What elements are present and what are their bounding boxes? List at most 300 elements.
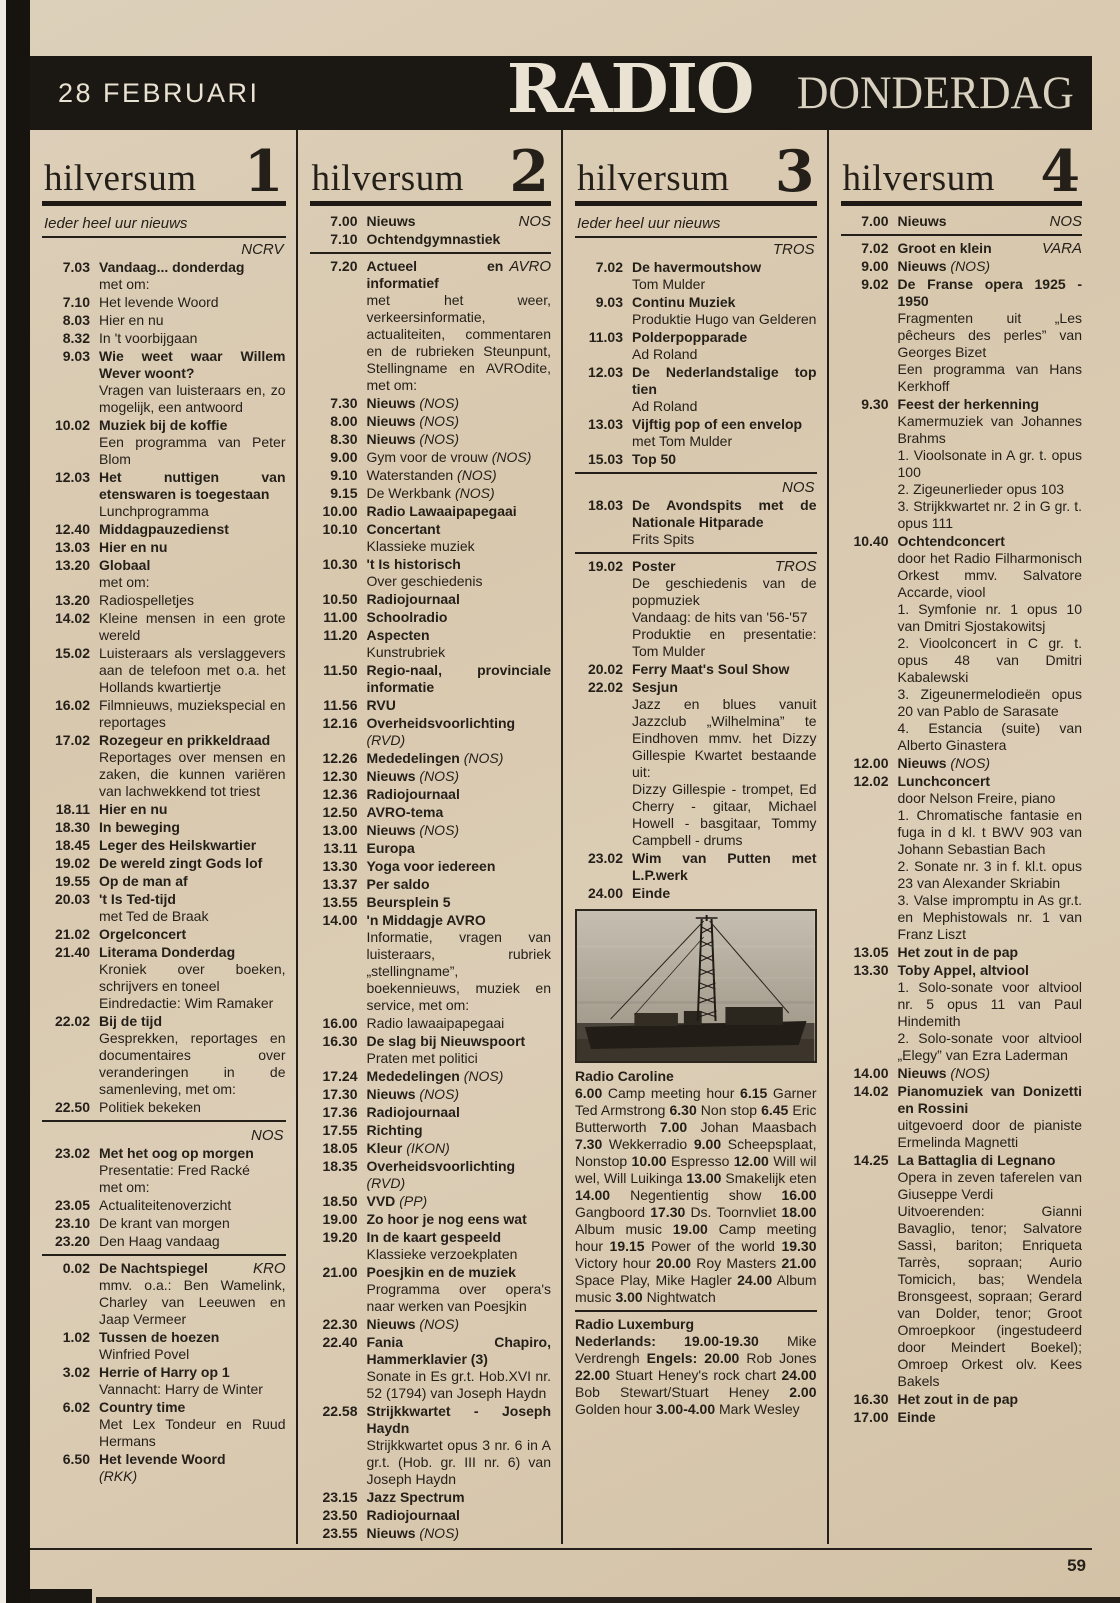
program-title: Per saldo [366,876,430,892]
program-title: Kleur (IKON) [366,1140,450,1156]
program-time: 7.00 [330,213,358,229]
program-detail: met om: [99,574,150,590]
program-title: Top 50 [632,451,677,467]
program-body [367,822,552,839]
program-entry [310,1211,552,1228]
program-detail: Uitvoerenden: Gianni Bavaglio, tenor; Salvatore Sassì, bariton; Enriqueta Tarrès, sopraan; Aurio Tomicich, bas; Wendela Bronsgeest, sopraan; Gerard van Dolder, tenor; Groot Omroepkoor (ingestudeerd door Meindert Boekel); Omroep Orkest olv. Kees Bakels [897,1203,1082,1389]
program-entry [575,679,817,849]
station-heading: Radio Caroline [575,1068,674,1084]
program-body [367,1193,552,1210]
program-entry [310,662,552,696]
program-body [99,539,286,556]
program-title: NOS Nieuws [897,213,1082,230]
program-time: 12.02 [853,773,889,789]
program-time: 10.50 [322,591,358,607]
program-entry [310,822,552,839]
program-entry [42,1215,286,1232]
program-time: 9.00 [330,449,358,465]
program-time: 17.55 [322,1122,358,1138]
program-time: 23.10 [54,1215,90,1231]
program-body [99,1364,286,1398]
program-title: Gym voor de vrouw (NOS) [366,449,532,465]
program-title: Leger des Heilskwartier [99,837,257,853]
program-entry [841,755,1083,772]
program-detail: Fragmenten uit „Les pêcheurs des perles” van Georges Bizet [897,310,1082,360]
program-time: 17.24 [322,1068,358,1084]
program-body [367,467,552,484]
program-body [99,592,286,609]
program-time: 13.03 [587,416,623,432]
program-detail: met om: [99,1179,150,1195]
program-body [367,609,552,626]
program-title: Filmnieuws, muziekspecial en reportages [99,697,286,730]
program-title: Radiojournaal [366,1104,460,1120]
program-body [367,413,552,430]
program-entry [310,609,552,626]
program-body [632,364,817,415]
program-detail: Winfried Povel [99,1346,190,1362]
program-time: 13.55 [322,894,358,910]
program-body [99,697,286,731]
radio-caroline-ship-photo [575,909,817,1063]
program-entry [42,1364,286,1398]
program-entry [310,1229,552,1263]
program-title: De Avondspits met de Nationale Hitparade [632,497,817,530]
program-body [367,1068,552,1085]
program-entry [841,258,1083,275]
program-entry [841,1391,1083,1408]
program-entry [42,417,286,468]
program-time: 18.45 [54,837,90,853]
program-body [99,348,286,416]
program-time: 13.05 [853,944,889,960]
program-entry [42,873,286,890]
network-label: TROS [772,241,815,258]
program-detail: 2. Sonate nr. 3 in f. kl.t. opus 23 van Alexander Skriabin [897,858,1082,891]
program-title: Muziek bij de koffie [99,417,228,433]
program-entry [310,768,552,785]
program-time: 21.40 [54,944,90,960]
program-title: Hier en nu [99,312,164,328]
program-title: Einde [897,1409,936,1425]
program-entry [310,1403,552,1488]
program-body [898,755,1083,772]
program-time: 18.03 [587,497,623,513]
program-entry [42,855,286,872]
program-body [632,661,817,678]
program-time: 8.00 [330,413,358,429]
program-detail: Vragen van luisteraars en, zo mogelijk, een antwoord [99,382,286,415]
program-body [367,258,552,394]
program-time: 7.10 [330,231,358,247]
program-title: In 't voorbijgaan [99,330,198,346]
program-title: AVRO Actueel en informatief [366,258,551,291]
program-time: 11.50 [323,662,358,678]
program-entry [841,1065,1083,1082]
weekday-title: DONDERDAG [797,67,1074,119]
program-title: Orgelconcert [99,926,187,942]
program-body [367,1334,552,1402]
program-entry [310,1122,552,1139]
program-entry [310,912,552,1014]
program-detail: Reportages over mensen en zaken, die kunnen variëren van lachwekkend tot triest [99,749,286,799]
page-left-black-strip [6,0,30,1603]
program-body [632,294,817,328]
program-time: 22.02 [54,1013,90,1029]
program-time: 13.11 [323,840,358,856]
program-time: 22.30 [322,1316,358,1332]
program-time: 18.30 [54,819,90,835]
program-title: RVU [366,697,396,713]
program-entry [310,1086,552,1103]
program-body [632,885,817,902]
program-detail: Kamermuziek van Johannes Brahms [897,413,1082,446]
program-time: 22.40 [322,1334,358,1350]
program-time: 15.03 [587,451,623,467]
program-time: 14.25 [853,1152,889,1168]
program-listing [310,213,552,1542]
program-title: Den Haag vandaag [99,1233,220,1249]
program-body [367,750,552,767]
program-title: Radiojournaal [366,1507,460,1523]
program-entry [42,837,286,854]
program-title: VARA Groot en klein [897,240,1082,257]
program-entry [42,539,286,556]
program-title: Country time [99,1399,186,1415]
program-body [367,1086,552,1103]
program-body [367,627,552,661]
divider-rule [575,1310,817,1312]
program-title: Kleine mensen in een grote wereld [99,610,286,643]
program-body [898,1391,1083,1408]
program-body [99,1215,286,1232]
program-title: KRO De Nachtspiegel [99,1260,286,1277]
program-title: Poesjkin en de muziek [366,1264,516,1280]
program-entry [42,1260,286,1328]
program-body [898,213,1083,230]
program-title: De Franse opera 1925 - 1950 [897,276,1082,309]
program-title: Nieuws (NOS) [366,395,460,411]
program-title: Continu Muziek [632,294,736,310]
program-title: Radiojournaal [366,786,460,802]
program-body [367,1316,552,1333]
program-body [367,1489,552,1506]
program-body [99,330,286,347]
program-title: Politiek bekeken [99,1099,201,1115]
program-body [367,485,552,502]
program-title: Radio lawaaipapegaai [366,1015,505,1031]
program-title: Pianomuziek van Donizetti en Rossini [897,1083,1082,1116]
program-time: 0.02 [62,1260,90,1276]
program-title: Feest der herkenning [897,396,1040,412]
program-time: 9.30 [861,396,889,412]
program-title: Aspecten [366,627,430,643]
program-time: 23.20 [54,1233,90,1249]
program-body [99,469,286,520]
issue-date: 28 FEBRUARI [58,77,260,108]
program-time: 23.02 [54,1145,90,1161]
program-entry [310,894,552,911]
program-body [632,497,817,548]
program-body [99,417,286,468]
program-detail: 4. Estancia (suite) van Alberto Ginastera [897,720,1082,753]
program-entry [310,876,552,893]
program-time: 16.02 [54,697,90,713]
program-body [898,533,1083,754]
program-detail: De geschiedenis van de popmuziek [632,575,817,608]
program-time: 16.30 [322,1033,358,1049]
program-body [367,1104,552,1121]
program-title: Nieuws (NOS) [897,755,991,771]
program-entry [310,840,552,857]
program-entry [575,558,817,660]
program-body [367,231,552,248]
program-body [367,858,552,875]
program-detail: Tom Mulder [632,276,706,292]
program-title: 't Is historisch [366,556,461,572]
network-label: NOS [518,213,551,230]
program-entry [575,416,817,450]
program-title: Met het oog op morgen [99,1145,254,1161]
program-time: 16.30 [853,1391,889,1407]
program-time: 7.20 [330,258,358,274]
program-time: 19.02 [587,558,623,574]
program-time: 6.50 [62,1451,90,1467]
program-entry [841,944,1083,961]
program-time: 10.30 [322,556,358,572]
program-body [367,1211,552,1228]
program-entry [310,556,552,590]
program-entry [42,259,286,293]
program-time: 19.00 [322,1211,358,1227]
program-title: Radio Lawaaipapegaai [366,503,517,519]
program-body [632,850,817,884]
program-body [367,912,552,1014]
program-entry [310,1033,552,1067]
program-title: Nieuws (NOS) [366,1086,460,1102]
program-entry [310,521,552,555]
network-label: NOS [1049,213,1082,230]
channel-name: hilversum [842,157,995,199]
program-title: Radiojournaal [366,591,460,607]
program-title: Mededelingen (NOS) [366,750,504,766]
program-title: Richting [366,1122,423,1138]
station-heading: Radio Luxemburg [575,1316,695,1332]
program-detail: Opera in zeven taferelen van Giuseppe Verdi [897,1169,1082,1202]
channel-column-4 [827,130,1093,1544]
masthead [30,48,1092,130]
channel-number: 1 [243,137,284,205]
program-detail: Frits Spits [632,531,695,547]
program-title: Het nuttigen van etenswaren is toegestaan [99,469,286,502]
program-title: Luisteraars als verslaggevers aan de telefoon met o.a. het Hollands kwartiertje [99,645,286,695]
program-detail: Produktie en presentatie: Tom Mulder [632,626,817,659]
program-detail: 1. Symfonie nr. 1 opus 10 van Dmitri Sjostakowitsj [897,601,1082,634]
program-body [99,1197,286,1214]
program-time: 14.02 [54,610,90,626]
program-title: De krant van morgen [99,1215,230,1231]
program-time: 8.32 [62,330,90,346]
program-entry [42,891,286,925]
program-detail: 1. Vioolsonate in A gr. t. opus 100 [897,447,1082,480]
program-body [367,876,552,893]
program-time: 17.00 [853,1409,889,1425]
program-time: 1.02 [62,1329,90,1345]
program-detail: Met Lex Tondeur en Ruud Hermans [99,1416,286,1449]
program-entry [310,1525,552,1542]
program-entry [310,503,552,520]
program-time: 10.10 [322,521,358,537]
program-time: 8.03 [62,312,90,328]
program-time: 6.02 [62,1399,90,1415]
program-body [367,431,552,448]
program-title: Toby Appel, altviool [897,962,1029,978]
program-body [898,276,1083,395]
divider-rule [42,1254,286,1256]
program-entry [42,1099,286,1116]
scan-artifact [96,1597,1120,1603]
channel-number: 3 [774,137,815,205]
network-label: NOS [781,479,815,496]
program-entry [310,231,552,248]
channel-number: 4 [1040,137,1080,205]
program-body [898,944,1083,961]
program-time: 12.50 [322,804,358,820]
program-entry [310,858,552,875]
program-body [99,294,286,311]
program-time: 8.30 [330,431,358,447]
program-title: Mededelingen (NOS) [366,1068,504,1084]
program-title: De wereld zingt Gods lof [99,855,263,871]
program-body [367,1403,552,1488]
program-detail: Vannacht: Harry de Winter [99,1381,263,1397]
program-body [898,1152,1083,1390]
program-detail: met om: [99,276,150,292]
program-time: 9.02 [861,276,889,292]
program-entry [42,348,286,416]
program-listing [841,213,1083,1426]
program-title: Zo hoor je nog eens wat [366,1211,527,1227]
program-title: Nieuws (NOS) [897,258,991,274]
divider-rule [575,552,817,554]
program-detail: Over geschiedenis [366,573,483,589]
program-detail: Kunstrubriek [366,644,446,660]
program-time: 7.00 [861,213,889,229]
program-time: 13.30 [322,858,358,874]
program-entry [841,213,1083,230]
program-entry [310,213,552,230]
program-time: 11.03 [588,329,623,345]
program-title: Globaal [99,557,151,573]
program-listing [42,213,286,1485]
program-entry [42,1197,286,1214]
program-entry [42,1145,286,1196]
program-body [367,1507,552,1524]
program-time: 20.03 [54,891,90,907]
program-body [367,697,552,714]
program-entry [841,1152,1083,1390]
program-time: 19.02 [54,855,90,871]
program-body [632,416,817,450]
program-time: 24.00 [587,885,623,901]
program-time: 14.00 [853,1065,889,1081]
program-time: 22.02 [587,679,623,695]
program-title: In beweging [99,819,180,835]
program-entry [42,592,286,609]
program-entry [575,497,817,548]
program-detail: uitgevoerd door de pianiste Ermelinda Magnetti [897,1117,1082,1150]
program-detail: met het weer, verkeersinformatie, actualiteiten, commentaren en de rubrieken Steunpunt, Stellingname en AVROdite, met om: [366,292,551,393]
program-entry [841,1409,1083,1426]
program-time: 17.36 [322,1104,358,1120]
program-entry [575,259,817,293]
program-time: 9.03 [62,348,90,364]
program-title: Bij de tijd [99,1013,162,1029]
program-body [898,1409,1083,1426]
program-title: Het zout in de pap [897,1391,1019,1407]
page-number: 59 [1067,1556,1086,1575]
program-time: 10.40 [853,533,889,549]
program-entry [42,610,286,644]
program-time: 18.50 [322,1193,358,1209]
program-time: 9.03 [595,294,623,310]
program-body [632,329,817,363]
program-body [632,451,817,468]
program-entry [42,469,286,520]
program-body [99,1145,286,1196]
program-time: 13.20 [54,592,90,608]
program-detail: Een programma van Peter Blom [99,434,286,467]
program-detail: Praten met politici [366,1050,478,1066]
divider-rule [575,472,817,474]
program-time: 12.03 [54,469,90,485]
program-time: 13.37 [322,876,358,892]
program-time: 11.20 [323,627,358,643]
station-schedule: 6.00 Camp meeting hour 6.15 Garner Ted Armstrong 6.30 Non stop 6.45 Eric Butterworth 7.00 Johan Maasbach 7.30 Wekkerradio 9.00 Scheepsplaat, Nonstop 10.00 Espresso 12.00 Will wil wel, Will Luikinga 13.00 Smakelijk eten 14.00 Negentientig show 16.00 Gangboord 17.30 Ds. Toornvliet 18.00 Album music 19.00 Camp meeting hour 19.15 Power of the world 19.30 Victory hour 20.00 Roy Masters 21.00 Space Play, Mike Hagler 24.00 Album music 3.00 Nightwatch [575,1085,817,1305]
program-entry [841,240,1083,257]
program-detail: door het Radio Filharmonisch Orkest mmv. Salvatore Accarde, viool [897,550,1082,600]
program-body [367,894,552,911]
program-body [367,503,552,520]
program-title: Strijkkwartet - Joseph Haydn [366,1403,551,1436]
program-detail: 3. Zigeunermelodieën opus 20 van Pablo de Sarasate [897,686,1082,719]
channel-name: hilversum [311,157,464,199]
program-title: NOS Nieuws [366,213,551,230]
program-body [99,259,286,293]
network-label: NOS [250,1127,284,1144]
program-time: 17.02 [54,732,90,748]
program-detail: Klassieke verzoekplaten [366,1246,518,1262]
program-entry [841,396,1083,532]
program-body [898,258,1083,275]
program-detail: Produktie Hugo van Gelderen [632,311,817,327]
program-entry [42,1399,286,1450]
program-title: Het levende Woord [99,1451,226,1467]
program-title: Lunchconcert [897,773,991,789]
program-time: 17.30 [322,1086,358,1102]
program-time: 21.02 [54,926,90,942]
program-time: 21.00 [322,1264,358,1280]
program-detail: Sonate in Es gr.t. Hob.XVI nr. 52 (1794) van Joseph Haydn [366,1368,551,1401]
program-title: Literama Donderdag [99,944,236,960]
channel-column-2 [296,130,562,1544]
program-time: 13.30 [853,962,889,978]
program-time: 14.00 [322,912,358,928]
program-detail: Een programma van Hans Kerkhoff [897,361,1082,394]
program-title: Waterstanden (NOS) [366,467,497,483]
program-entry [310,1264,552,1315]
program-title: Tussen de hoezen [99,1329,220,1345]
